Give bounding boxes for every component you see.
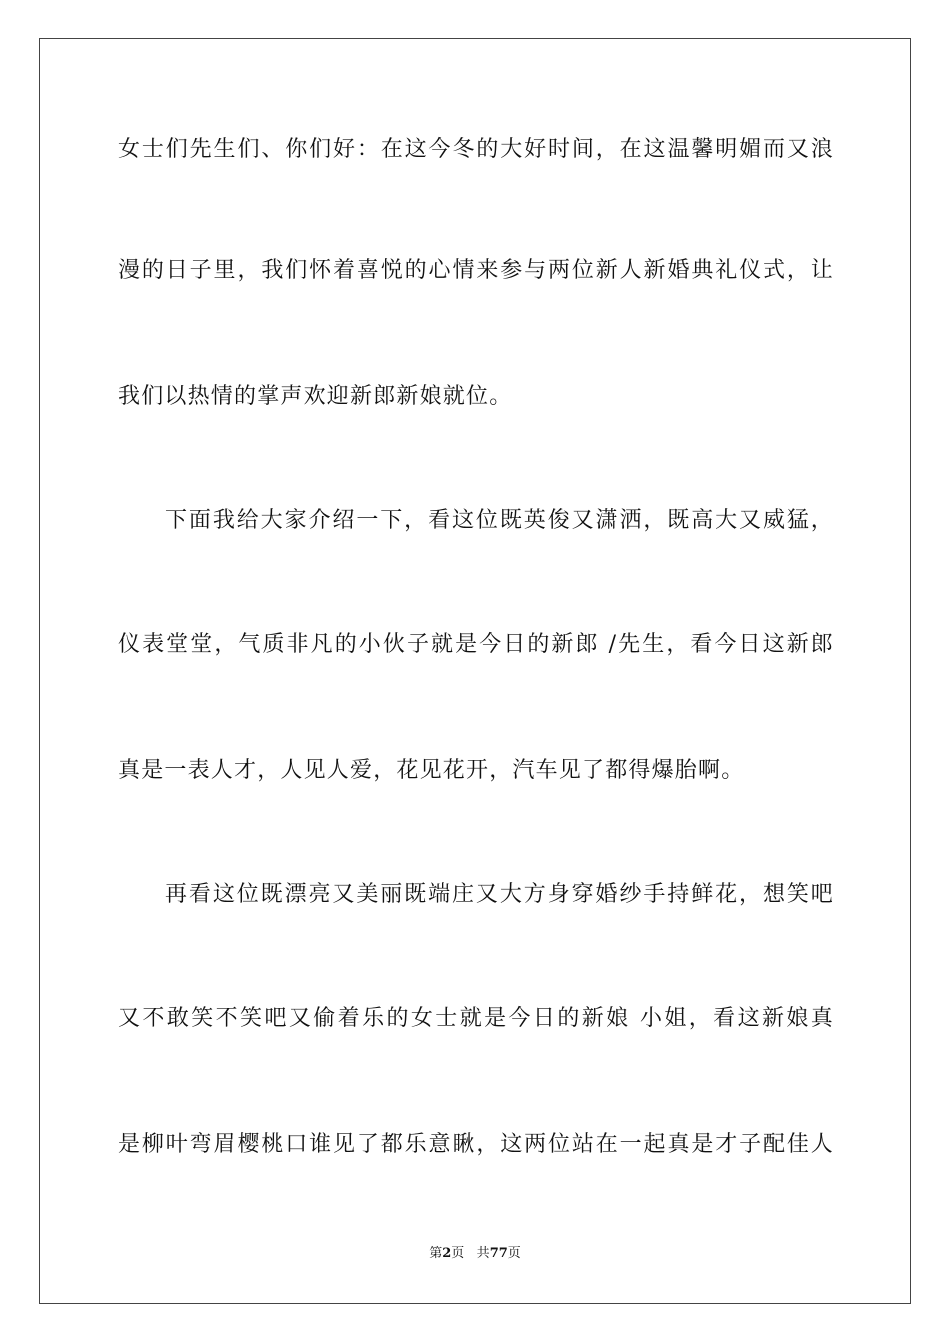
paragraph-3-line-1: 再看这位既漂亮又美丽既端庄又大方身穿婚纱手持鲜花，想笑吧: [165, 882, 834, 907]
paragraph-2-line-1: 下面我给大家介绍一下，看这位既英俊又潇洒，既高大又威猛，: [165, 508, 834, 533]
paragraph-3-line-3: 是柳叶弯眉樱桃口谁见了都乐意瞅，这两位站在一起真是才子配佳人: [118, 1132, 834, 1157]
paragraph-1-line-3: 我们以热情的掌声欢迎新郎新娘就位。: [118, 384, 513, 409]
footer-page-suffix: 页: [451, 1246, 465, 1261]
footer-page-number: 2: [442, 1246, 452, 1261]
footer-total-suffix: 页: [507, 1246, 521, 1261]
paragraph-2-line-2: 仪表堂堂，气质非凡的小伙子就是今日的新郎 /先生，看今日这新郎: [118, 632, 834, 657]
page-border: [39, 38, 911, 1304]
paragraph-2-line-3: 真是一表人才，人见人爱，花见花开，汽车见了都得爆胎啊。: [118, 758, 745, 783]
footer-total-prefix: 共: [476, 1246, 490, 1261]
paragraph-1-line-2: 漫的日子里，我们怀着喜悦的心情来参与两位新人新婚典礼仪式，让: [118, 258, 834, 283]
paragraph-1-line-1: 女士们先生们、你们好：在这今冬的大好时间，在这温馨明媚而又浪: [118, 137, 834, 162]
footer-total-pages: 77: [489, 1246, 508, 1261]
paragraph-3-line-2: 又不敢笑不笑吧又偷着乐的女士就是今日的新娘 小姐，看这新娘真: [118, 1006, 834, 1031]
page-footer: [0, 1245, 950, 1263]
footer-page-prefix: 第: [429, 1246, 443, 1261]
